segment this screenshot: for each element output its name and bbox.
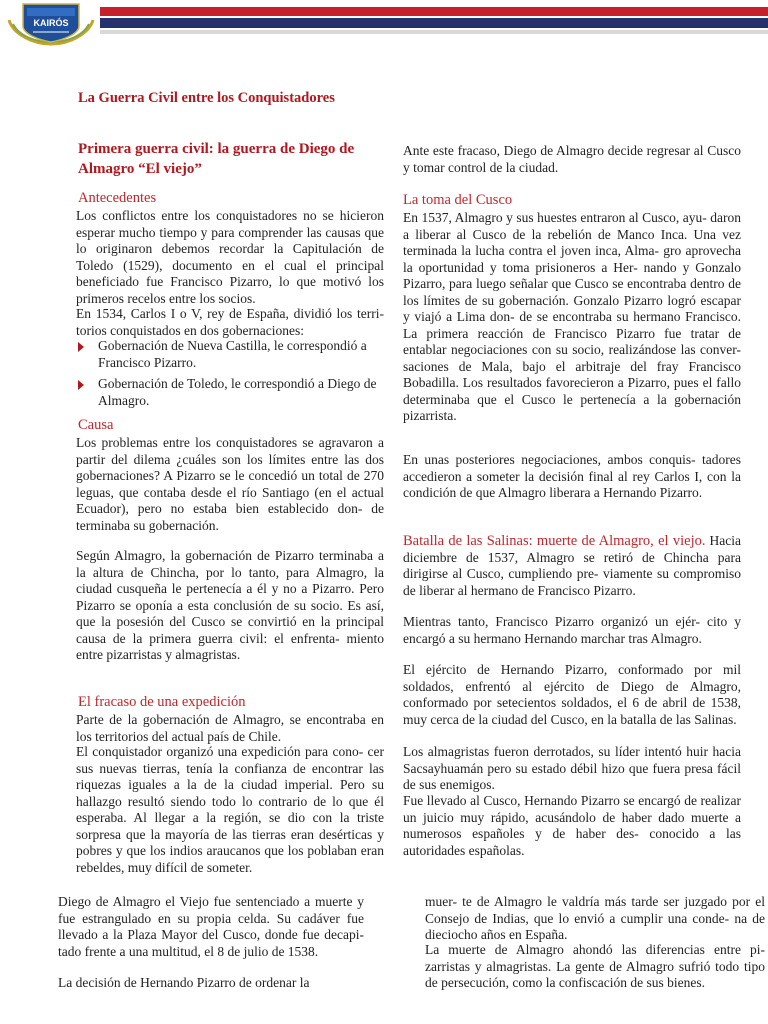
paragraph-bottom-right-1: muer- te de Almagro le valdría más tarde ser juzgado por el Consejo de Indias, que lo envió a cumplir una conde- na de dieciocho años en España. bbox=[425, 894, 765, 942]
kairos-logo bbox=[3, 0, 99, 46]
paragraph-causa-2: Según Almagro, la gobernación de Pizarro terminaba a la altura de Chincha, por lo tanto, para Almagro, la ciudad cusqueña le pertenecía a él y no a Pizarro. Pero Pizarro se oponía a esta conclusión de su socio. Es así, que la posesión del Cusco se convirtió en la principal causa de la primera guerra civil: el enfrenta- miento entre pizarristas y almagristas. bbox=[76, 548, 384, 662]
heading-toma-del-cusco: La toma del Cusco bbox=[403, 192, 513, 208]
paragraph-batalla-1-text: Hacia diciembre de 1537, Almagro se retiró de Chincha para dirigirse al Cusco, cumpliendo pre- viamente su compromiso de liberar al hermano de Francisco Pizarro. bbox=[403, 533, 742, 598]
paragraph-batalla-1 bbox=[403, 533, 741, 599]
header-stripe-grey bbox=[100, 30, 768, 34]
bullet-icon bbox=[78, 380, 84, 390]
paragraph-toma-2: En unas posteriores negociaciones, ambos conquis- tadores accedieron a someter la decisión final al rey Carlos I, con la condición de que Almagro liberara a Hernando Pizarro. bbox=[403, 452, 741, 500]
heading-batalla: Batalla de las Salinas: muerte de Almagro, el viejo. bbox=[403, 533, 706, 549]
paragraph-bottom-right-2: La muerte de Almagro ahondó las diferencias entre pi- zarristas y almagristas. La gente de Almagro sufrió todo tipo de persecución, como la confiscación de sus bienes. bbox=[425, 942, 765, 990]
document-title: La Guerra Civil entre los Conquistadores bbox=[78, 90, 335, 106]
list-item-text: Gobernación de Nueva Castilla, le correspondió a Francisco Pizarro. bbox=[98, 338, 367, 370]
heading-fracaso: El fracaso de una expedición bbox=[78, 694, 246, 710]
heading-antecedentes: Antecedentes bbox=[78, 190, 157, 206]
gobernaciones-list bbox=[78, 338, 386, 414]
paragraph-toma-1: En 1537, Almagro y sus huestes entraron al Cusco, ayu- daron a liberar al Cusco de la rebelión de Manco Inca. Una vez terminada la lucha contra el joven inca, Alma- gro aprovecha la oportunidad y toma prisioneros a Her- nando y Gonzalo Pizarro, para luego señalar que Cusco se encontraba dentro de los límites de su gobernación. Gonzalo Pizarro logró escapar y viajó a Lima don- de se encontraba su hermano Francisco. La primera reacción de Francisco Pizarro fue tratar de entablar negociaciones con su socio, realizándose las conver- saciones de Mala, bajo el arbitraje del fray Francisco Bobadilla. Los resultados favorecieron a Pizarro, pues el fallo determinaba que el Cusco le pertenecía a la gobernación pizarrista. bbox=[403, 210, 741, 423]
logo-text: KAIRÓS bbox=[33, 18, 69, 28]
paragraph-antecedentes-2: En 1534, Carlos I o V, rey de España, dividió los terri- torios conquistados en dos gobernaciones: bbox=[76, 306, 384, 338]
paragraph-fracaso-2: El conquistador organizó una expedición para cono- cer sus nuevas tierras, tenía la confianza de encontrar las riquezas iguales a la de la ciudad imperial. Pero su hallazgo resultó siendo todo lo contrario de lo que él esperaba. Al llegar a la región, se dio con la triste sorpresa que la mayoría de las tierras eran desérticas y pobres y que los indios araucanos que los poblaban eran rebeldes, muy difícil de someter. bbox=[76, 744, 384, 875]
paragraph-causa-1: Los problemas entre los conquistadores se agravaron a partir del dilema ¿cuáles son los límites entre las dos gobernaciones? A Pizarro se le concedió un total de 270 leguas, que contaba desde el río Santiago (en el actual Ecuador), pero no estaba bien establecido don- de terminaba su gobernación. bbox=[76, 435, 384, 533]
paragraph-batalla-4: Los almagristas fueron derrotados, su líder intentó huir hacia Sacsayhuamán pero su estado débil hizo que fuera presa fácil de sus enemigos. bbox=[403, 744, 741, 792]
paragraph-batalla-2: Mientras tanto, Francisco Pizarro organizó un ejér- cito y encargó a su hermano Hernando marchar tras Almagro. bbox=[403, 614, 741, 646]
list-item-text: Gobernación de Toledo, le correspondió a Diego de Almagro. bbox=[98, 376, 377, 408]
list-item bbox=[78, 338, 386, 371]
heading-causa: Causa bbox=[78, 417, 114, 433]
paragraph-fracaso-1: Parte de la gobernación de Almagro, se encontraba en los territorios del actual país de Chile. bbox=[76, 712, 384, 744]
list-item bbox=[78, 376, 386, 409]
paragraph-bottom-left-1: Diego de Almagro el Viejo fue sentenciado a muerte y fue estrangulado en su propia celda. Su cadáver fue llevado a la Plaza Mayor del Cusco, donde fue decapi- tado frente a una multitud, el 8 de julio de 1538. bbox=[58, 894, 364, 959]
paragraph-batalla-3: El ejército de Hernando Pizarro, conformado por mil soldados, enfrentó al ejército de Diego de Almagro, conformado por setecientos soldados, el 6 de abril de 1538, muy cerca de la ciudad del Cusco, en la batalla de las Salinas. bbox=[403, 662, 741, 727]
paragraph-batalla-5: Fue llevado al Cusco, Hernando Pizarro se encargó de realizar un juicio muy rápido, acusándolo de haber dado muerte a numerosos españoles y de haber des- conocido a las autoridades españolas. bbox=[403, 793, 741, 858]
paragraph-antecedentes-1: Los conflictos entre los conquistadores no se hicieron esperar mucho tiempo y para comprender las causas que lo originaron debemos recordar la Capitulación de Toledo (1529), documento en el cual el principal beneficiado fue Francisco Pizarro, lo que motivó los primeros recelos entre los socios. bbox=[76, 208, 384, 306]
header-stripe-blue bbox=[100, 18, 768, 28]
header-stripe-red bbox=[100, 7, 768, 16]
paragraph-right-intro: Ante este fracaso, Diego de Almagro decide regresar al Cusco y tomar control de la ciudad. bbox=[403, 143, 741, 175]
bullet-icon bbox=[78, 342, 84, 352]
section-heading-primera-guerra: Primera guerra civil: la guerra de Diego de Almagro “El viejo” bbox=[78, 141, 355, 177]
paragraph-bottom-left-2: La decisión de Hernando Pizarro de ordenar la bbox=[58, 975, 310, 990]
header-bar bbox=[0, 0, 768, 40]
